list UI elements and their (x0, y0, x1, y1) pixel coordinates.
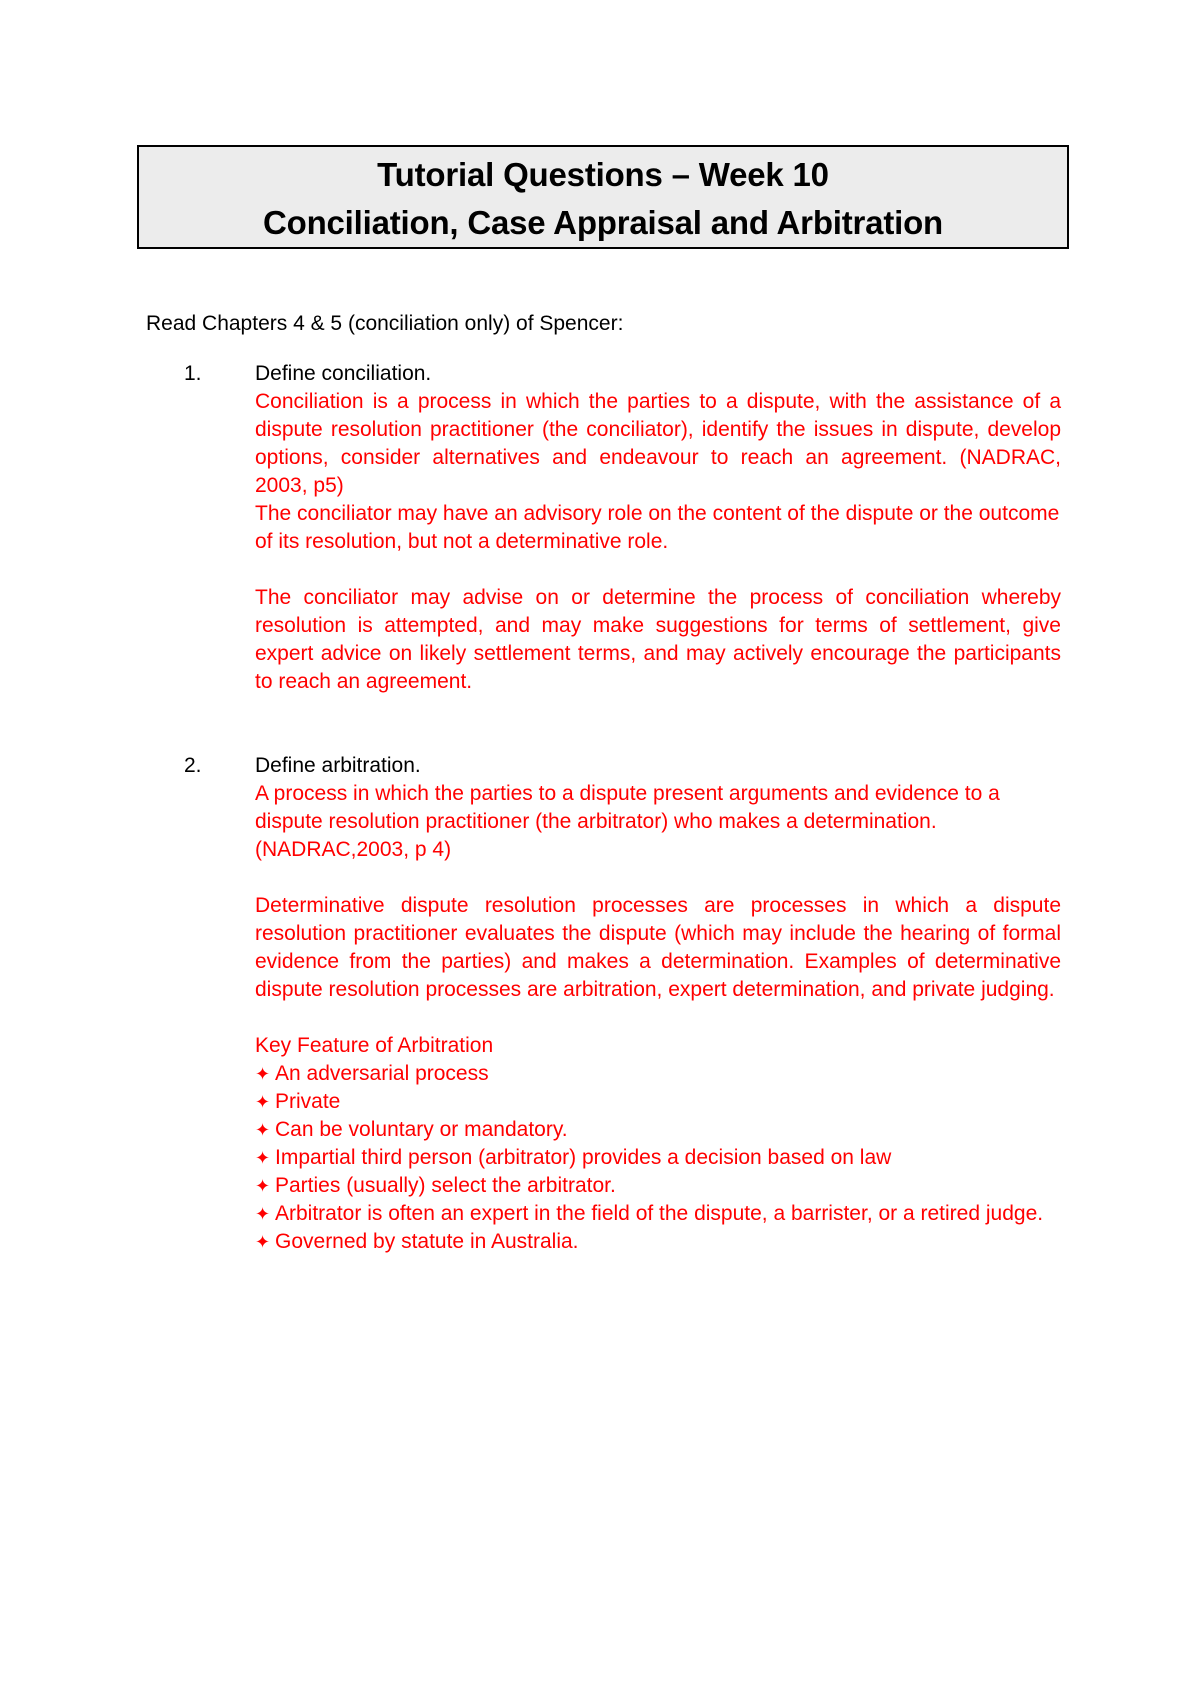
reading-instruction: Read Chapters 4 & 5 (conciliation only) of Spencer: (146, 312, 624, 335)
answer-paragraph: The conciliator may advise on or determine the process of conciliation whereby resolution is attempted, and may make suggestions for terms of settlement, give expert advice on likely settlement terms, and may actively encourage the participants to reach an agreement. (255, 586, 1061, 693)
answer-paragraph: A process in which the parties to a dispute present arguments and evidence to a dispute resolution practitioner (the arbitrator) who makes a determination. (NADRAC,2003, p 4) (255, 782, 1000, 861)
list-item (255, 1088, 1061, 1116)
list-item (255, 1144, 1061, 1172)
question-prompt: Define arbitration. (255, 754, 421, 777)
features-list (255, 1060, 1061, 1256)
feature-text: Governed by statute in Australia. (275, 1230, 579, 1253)
star-bullet-icon: ✦ (255, 1232, 271, 1252)
question-prompt: Define conciliation. (255, 362, 432, 385)
answer-paragraph: Conciliation is a process in which the parties to a dispute, with the assistance of a dispute resolution practitioner (the conciliator), identify the issues in dispute, develop options, consider alternatives and endeavour to reach an agreement. (NADRAC, 2003, p5) (255, 390, 1061, 497)
star-bullet-icon: ✦ (255, 1120, 271, 1140)
star-bullet-icon: ✦ (255, 1176, 271, 1196)
feature-text: Arbitrator is often an expert in the field of the dispute, a barrister, or a retired judge. (275, 1202, 1044, 1225)
feature-text: Impartial third person (arbitrator) provides a decision based on law (275, 1146, 892, 1169)
question-body (255, 360, 1061, 696)
feature-text: An adversarial process (275, 1062, 489, 1085)
question-body (255, 752, 1061, 1256)
star-bullet-icon: ✦ (255, 1148, 271, 1168)
question-number: 1. (184, 362, 202, 385)
star-bullet-icon: ✦ (255, 1204, 271, 1224)
list-item (255, 1172, 1061, 1200)
feature-text: Can be voluntary or mandatory. (275, 1118, 568, 1141)
answer-paragraph: The conciliator may have an advisory role on the content of the dispute or the outcome of its resolution, but not a determinative role. (255, 502, 1060, 553)
list-item (255, 1200, 1061, 1228)
title-box (137, 145, 1069, 249)
question-number: 2. (184, 754, 202, 777)
star-bullet-icon: ✦ (255, 1092, 271, 1112)
page-title-line-2: Conciliation, Case Appraisal and Arbitration (262, 204, 944, 241)
feature-text: Private (275, 1090, 341, 1113)
star-bullet-icon: ✦ (255, 1064, 271, 1084)
features-title: Key Feature of Arbitration (255, 1034, 494, 1057)
answer-paragraph: Determinative dispute resolution processes are processes in which a dispute resolution practitioner evaluates the dispute (which may include the hearing of formal evidence from the parties) and makes a determination. Examples of determinative dispute resolution processes are arbitration, expert determination, and private judging. (255, 894, 1061, 1001)
list-item (255, 1060, 1061, 1088)
feature-text: Parties (usually) select the arbitrator. (275, 1174, 616, 1197)
list-item (255, 1228, 1061, 1256)
page-title-line-1: Tutorial Questions – Week 10 (377, 156, 829, 193)
list-item (255, 1116, 1061, 1144)
